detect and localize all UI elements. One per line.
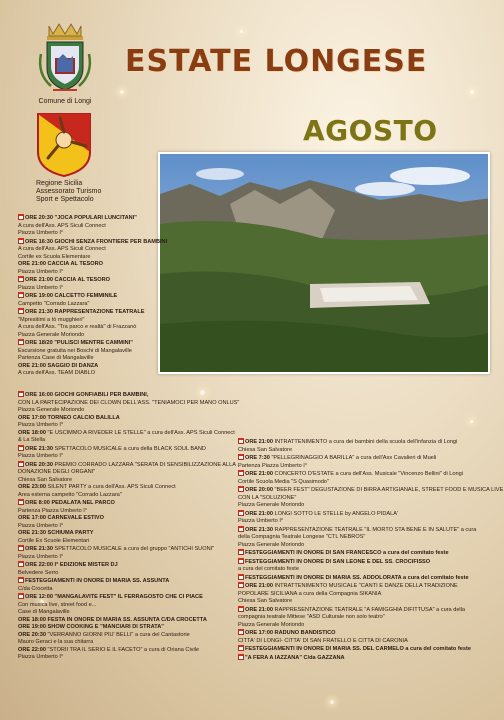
event-text: Piazza Umberto I° — [18, 422, 64, 428]
event-text: Piazza Generale Moriondo — [18, 407, 85, 413]
region-label-line: Assessorato Turismo — [36, 188, 102, 195]
event-line — [18, 339, 168, 348]
event-time: ORE 21:30 — [18, 530, 48, 536]
event-time: ORE 19:00 — [18, 624, 48, 630]
event-line — [238, 463, 494, 471]
event-text: A cura dell'Ass. APS Siculi Connect — [18, 246, 106, 252]
event-line — [18, 523, 243, 531]
event-line — [18, 276, 168, 285]
event-time: ORE 16:30 — [25, 238, 55, 245]
event-line — [238, 638, 494, 646]
event-text: Piazza Generale Moriondo — [238, 621, 305, 628]
region-label-line: Sport e Spettacolo — [36, 196, 94, 203]
event-time: ORE 23:00 — [18, 484, 48, 490]
event-time: ORE 21:00 — [245, 606, 275, 613]
event-line — [238, 629, 494, 638]
event-line — [238, 438, 494, 447]
event-time: ORE 7:30 — [245, 455, 272, 461]
event-line — [18, 292, 168, 301]
calendar-icon — [238, 526, 244, 532]
event-text: GIOCHI SENZA FRONTIERE PER BAMBINI — [54, 238, 168, 245]
calendar-icon — [238, 654, 244, 660]
event-line — [18, 647, 243, 655]
event-text: SCHIUMA PARTY — [47, 530, 94, 536]
event-time: ORE 21:00 — [245, 510, 275, 517]
event-text: Piazza Umberto I° — [18, 453, 64, 459]
calendar-icon — [18, 308, 24, 314]
calendar-icon — [238, 629, 244, 635]
region-label-line: Regione Sicilia — [36, 180, 83, 187]
event-time: ORE 21:30 — [245, 526, 275, 533]
event-text: FESTEGGIAMENTI IN ONORE DI SAN FRANCESCO a cura del comitato feste — [245, 550, 449, 556]
event-line — [18, 348, 168, 356]
event-text: INTRATTENIMENTO a cura dei bambini della scuola dell'infanzia di Longi — [274, 439, 458, 445]
event-time: ORE 21:30 — [25, 309, 55, 315]
region-label — [36, 180, 116, 204]
event-line — [18, 561, 243, 570]
event-line — [238, 470, 494, 479]
event-time: ORE 16:00 — [25, 392, 55, 398]
page-title: ESTATE LONGESE — [125, 44, 428, 79]
event-text: LONGI SOTTO LE STELLE by ANGELO PIDALA' — [274, 510, 398, 517]
event-line — [238, 574, 494, 583]
event-line — [18, 332, 168, 340]
calendar-icon — [18, 593, 24, 599]
event-line — [18, 230, 168, 238]
calendar-icon — [18, 545, 24, 551]
event-text: Mauro Geraci e la sua chitarra — [18, 639, 94, 645]
calendar-icon — [18, 391, 24, 397]
event-time: ORE 12:00 — [25, 594, 55, 600]
event-time: ORE 22:00 — [18, 646, 48, 653]
event-text: Piazza Umberto I° — [18, 553, 64, 560]
event-text: & La Stella — [18, 437, 46, 443]
event-line — [18, 477, 243, 485]
event-text: "A FERA A IAZZANA" C/da GAZZANA — [245, 654, 345, 661]
event-line — [18, 484, 243, 492]
events-column-right-bottom — [238, 438, 504, 662]
event-line — [18, 461, 243, 470]
event-text: "E USCIMMO A RIVEDER LE STELLE" a cura dell'Ass. APS Siculi Connect — [47, 429, 235, 436]
event-line — [238, 447, 494, 455]
event-text: CONCERTO D'ESTATE a cura dell'Ass. Musicale "Vincenzo Bellini" di Longi — [274, 471, 463, 477]
calendar-icon — [238, 558, 244, 564]
event-text: RADUNO BANDISTICO — [274, 630, 336, 636]
event-line — [18, 317, 168, 325]
event-line — [18, 246, 168, 254]
event-text: Area esterna campetto "Corrado Lazzara" — [18, 491, 122, 498]
event-text: "MANGALAVITE FEST" IL FERRAGOSTO CHE CI PIACE — [54, 594, 203, 600]
event-line — [238, 479, 494, 487]
sparkle-decoration — [240, 30, 243, 33]
event-time: ORE 20:30 — [25, 215, 55, 221]
event-text: Campetto "Corrado Lazzara" — [18, 300, 90, 307]
event-line — [18, 400, 243, 408]
event-line — [238, 606, 494, 615]
event-text: A cura dell'Ass. "Tra parco e realtà" di Frazzanò — [18, 324, 137, 330]
event-text: Belvedere Serro — [18, 569, 59, 576]
event-line — [18, 301, 168, 309]
event-line — [18, 508, 243, 516]
event-text: RAPPRESENTAZIONE TEATRALE "A FAMIGGHIA DIFITTUSA" a cura della — [274, 606, 466, 613]
event-text: "PULISCI MENTRE CAMMINI" — [54, 340, 133, 346]
event-text: Chiesa San Salvatore — [238, 446, 293, 453]
event-text: DONAZIONE DEGLI ORGANI" — [18, 469, 96, 475]
calendar-icon — [18, 561, 24, 567]
event-line — [238, 454, 494, 463]
calendar-icon — [238, 486, 244, 492]
event-text: Piazza Umberto I° — [18, 522, 64, 529]
calendar-icon — [18, 292, 24, 298]
calendar-icon — [18, 445, 24, 451]
event-text: Partenza Case di Mangalaville — [18, 355, 94, 361]
event-time: ORE 20:30 — [18, 631, 48, 638]
event-line — [18, 391, 243, 400]
event-line — [18, 437, 243, 445]
event-text: Chiesa San Salvatore — [238, 598, 293, 604]
event-line — [238, 534, 494, 542]
event-time: ORE 21:30 — [25, 546, 55, 552]
event-text: CON LA "SOLUZIONE" — [238, 494, 297, 501]
region-sicily-logo-icon — [36, 112, 92, 178]
event-line — [238, 582, 494, 591]
event-text: A cura dell'Ass. TEAM DIABLO — [18, 370, 96, 376]
event-line — [18, 269, 168, 277]
event-line — [238, 518, 494, 526]
event-line — [18, 586, 243, 594]
event-text: Case di Mangalaville — [18, 609, 70, 615]
event-text: GIOCHI GONFIABILI PER BAMBINI, — [54, 392, 149, 398]
event-text: Escursione gratuita nei Boschi di Mangalaville — [18, 347, 132, 354]
event-time: ORE 8:00 — [25, 500, 52, 506]
event-text: Cortile ex Scuola Elementare — [18, 253, 91, 260]
event-line — [18, 469, 243, 477]
event-line — [238, 591, 494, 599]
event-time: ORE 22:00 — [25, 562, 55, 568]
event-text: A cura dell'Ass. APS Siculi Connect — [18, 222, 106, 229]
event-line — [18, 609, 243, 617]
event-line — [238, 566, 494, 574]
event-text: Piazza Umberto I° — [18, 654, 64, 660]
sparkle-decoration — [120, 90, 124, 94]
event-time: ORE 17:00 — [18, 414, 48, 421]
event-text: Piazza Umberto I° — [18, 284, 64, 291]
event-text: Piazza Umberto I° — [18, 268, 64, 275]
event-text: "VERRANNO GIORNI PIU' BELLI" a cura del Cantastorie — [47, 631, 190, 638]
event-line — [18, 261, 168, 269]
event-text: a cura del comitato feste — [238, 566, 299, 572]
calendar-icon — [18, 339, 24, 345]
event-text: POPOLARE SICILIANA a cura della Compagnia SIKANIA — [238, 590, 382, 597]
event-time: ORE 18:00 — [18, 429, 48, 436]
event-text: CACCIA AL TESORO — [54, 277, 110, 283]
event-line — [18, 355, 168, 363]
event-line — [18, 515, 243, 523]
events-column-left-bottom — [18, 391, 243, 662]
event-line — [238, 558, 494, 567]
event-text: "PELLEGRINAGGIO A BARILLA" a cura dell'Ass Cavalieri di Mueli — [271, 455, 437, 461]
event-text: Piazza Umberto I° — [238, 518, 284, 524]
event-text: "JOCA POPULARI LUNCITANI" — [54, 215, 137, 221]
event-time: ORE 21:00 — [25, 277, 55, 283]
event-text: Cortile Scuola Media "S Quasimodo" — [238, 478, 330, 485]
calendar-icon — [238, 470, 244, 476]
event-text: TORNEO CALCIO BALILLA — [47, 414, 120, 421]
event-text: Chiesa San Salvatore — [18, 476, 73, 483]
calendar-icon — [238, 510, 244, 516]
event-line — [18, 422, 243, 430]
event-line — [238, 526, 494, 535]
event-text: CON LA PARTECIPAZIONE DEI CLOWN DELL'ASS. "TENIAMOCI PER MANO ONLUS" — [18, 399, 240, 406]
event-text: SPETTACOLO MUSICALE a cura della BLACK SOUL BAND — [54, 445, 206, 452]
event-line — [18, 593, 243, 602]
event-time: ORE 20:00 — [245, 487, 275, 493]
event-line — [18, 617, 243, 625]
event-line — [18, 324, 168, 332]
event-time: ORE 17:00 — [18, 515, 48, 521]
event-text: CITTA' DI LONGI- CITTA' DI SAN FRATELLO E CITTA DI CARONIA — [238, 637, 408, 644]
calendar-icon — [18, 499, 24, 505]
event-line — [18, 632, 243, 640]
event-text: RAPPRESENTAZIONE TEATRALE "IL MORTO STA BENE E IN SALUTE" a cura — [274, 526, 477, 533]
event-line — [18, 577, 243, 586]
event-text: C/da Crocetta — [18, 585, 53, 592]
event-line — [238, 622, 494, 630]
event-time: ORE 19:00 — [25, 293, 55, 299]
event-line — [18, 570, 243, 578]
event-line — [238, 598, 494, 606]
event-line — [238, 502, 494, 510]
event-line — [18, 214, 168, 223]
event-text: FESTEGGIAMENTI IN ONORE DI MARIA SS. ASSUNTA — [25, 578, 170, 584]
event-time: ORE 18/20 — [25, 340, 55, 346]
event-text: compagnia teatrale Mittese "ASD Culturale non solo teatro" — [238, 614, 385, 620]
event-text: CACCIA AL TESORO — [47, 261, 103, 267]
calendar-icon — [238, 645, 244, 651]
event-time: ORE 21:00 — [18, 362, 48, 369]
event-line — [18, 602, 243, 610]
event-line — [18, 223, 168, 231]
event-time: ORE 18:00 — [18, 616, 48, 623]
event-line — [18, 430, 243, 438]
calendar-icon — [18, 577, 24, 583]
event-text: RAPPRESENTAZIONE TEATRALE — [54, 309, 145, 315]
event-text: Cortile Ex Scuole Elementari — [18, 537, 90, 544]
event-line — [238, 645, 494, 654]
calendar-icon — [18, 461, 24, 467]
calendar-icon — [238, 574, 244, 580]
event-time: ORE 21:00 — [245, 471, 275, 477]
event-line — [238, 654, 494, 663]
event-text: "Mpresitimi a tò mugghieri" — [18, 316, 85, 323]
page-subtitle: AGOSTO — [303, 114, 438, 147]
calendar-icon — [18, 276, 24, 282]
municipality-label: Comune di Longi — [38, 98, 92, 105]
event-text: "STORII TRA IL SERIO E IL FACETO" a cura di Oriana Civile — [47, 646, 200, 653]
event-text: Piazza Generale Moriondo — [18, 331, 85, 338]
event-text: FESTEGGIAMENTI IN ONORE DI MARIA SS. ADDOLORATA a cura del comitato feste — [245, 574, 469, 581]
event-text: I° EDIZIONE MISTER DJ — [54, 562, 118, 568]
event-time: ORE 21:00 — [245, 439, 275, 445]
event-text: PREMIO CORRADO LAZZARA "SERATA DI SENSIBILIZZAZIONE ALLA — [54, 461, 236, 468]
event-text: FESTEGGIAMENTI IN ONORE DI MARIA SS. DEL CARMELO a cura del comitato feste — [245, 646, 471, 652]
event-line — [238, 486, 504, 495]
calendar-icon — [238, 438, 244, 444]
calendar-icon — [18, 214, 24, 220]
event-time: ORE 21:30 — [25, 445, 55, 452]
event-text: FESTA IN ONORE DI MARIA SS. ASSUNTA C/DA CROCETTA — [47, 616, 207, 623]
event-text: della Compagnia Teatrale Longese "CTL NEBROS" — [238, 534, 366, 540]
sparkle-decoration — [470, 90, 474, 94]
event-text: Piazza Generale Moriondo — [238, 502, 305, 508]
event-line — [238, 542, 494, 550]
event-text: CARNEVALE ESTIVO — [47, 515, 105, 521]
event-line — [238, 614, 494, 622]
event-text: Con musica live, street food e... — [18, 601, 97, 608]
event-line — [18, 499, 243, 508]
event-text: CALCETTO FEMMINILE — [54, 293, 118, 299]
event-text: Partenza Piazza Umberto I° — [18, 507, 88, 514]
event-time: ORE 21:00 — [18, 261, 48, 267]
event-line — [18, 445, 243, 454]
event-line — [238, 549, 494, 558]
event-text: SPETTACOLO MUSICALE a cura del gruppo "ANTICHI SUONI" — [54, 546, 215, 552]
event-line — [18, 554, 243, 562]
event-line — [238, 495, 494, 503]
event-line — [18, 624, 243, 632]
event-time: ORE 21:00 — [245, 583, 275, 589]
event-line — [18, 285, 168, 293]
landscape-photo — [158, 152, 490, 374]
event-line — [18, 370, 168, 378]
calendar-icon — [238, 606, 244, 612]
event-text: SILENT PARTY a cura dell'Ass. APS Siculi Connect — [47, 484, 176, 490]
calendar-icon — [18, 238, 24, 244]
event-text: "BEER FEST" DEGUSTAZIONE DI BIRRA ARTIGIANALE, STREET FOOD E MUSICA LIVE — [274, 487, 504, 493]
event-time: ORE 17:00 — [245, 630, 275, 636]
events-column-left-top — [18, 214, 168, 378]
event-text: SHOW COOKING E "MANCIARI DI STRATA" — [47, 624, 164, 630]
sparkle-decoration — [330, 700, 334, 704]
event-line — [18, 545, 243, 554]
event-text: Partenza Piazza Umberto I° — [238, 462, 308, 469]
calendar-icon — [238, 549, 244, 555]
event-line — [18, 453, 243, 461]
event-line — [18, 538, 243, 546]
event-text: PEDALATA NEL PARCO — [51, 500, 115, 506]
event-text: INTRATTENIMENTO MUSICALE "CANTI E DANZE DELLA TRADIZIONE — [274, 583, 458, 589]
event-line — [18, 407, 243, 415]
event-text: SAGGIO DI DANZA — [47, 362, 99, 369]
event-line — [18, 415, 243, 423]
calendar-icon — [238, 454, 244, 460]
event-line — [18, 238, 168, 247]
event-line — [18, 530, 243, 538]
event-line — [18, 308, 168, 317]
event-line — [18, 492, 243, 500]
event-text: Piazza Generale Moriondo — [238, 541, 305, 548]
municipality-crest-icon — [33, 14, 97, 98]
event-text: FESTEGGIAMENTI IN ONORE DI SAN LEONE E DEL SS. CROCIFISSO — [245, 558, 431, 565]
event-line — [18, 363, 168, 371]
event-line — [18, 654, 243, 662]
event-line — [18, 639, 243, 647]
sparkle-decoration — [470, 420, 473, 423]
event-line — [238, 510, 494, 519]
calendar-icon — [238, 582, 244, 588]
event-time: ORE 20:30 — [25, 461, 55, 468]
event-text: Piazza Umberto I° — [18, 230, 64, 236]
event-line — [18, 254, 168, 262]
